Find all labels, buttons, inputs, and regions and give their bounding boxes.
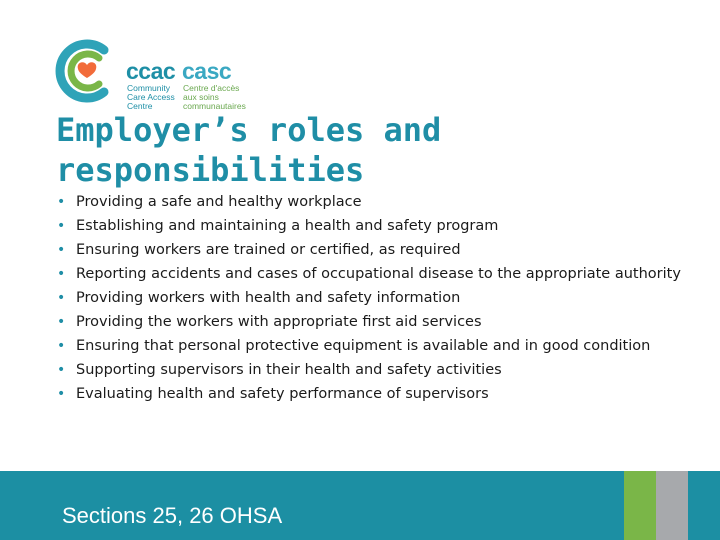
bullet-item (56, 264, 696, 284)
bullet-text: Providing workers with health and safety information (76, 290, 461, 306)
bullet-text: Providing the workers with appropriate first aid services (76, 314, 482, 330)
footer-accent-green (624, 471, 656, 540)
footer-bar (0, 471, 720, 540)
bullet-icon: • (57, 314, 66, 330)
bullet-text: Establishing and maintaining a health and safety program (76, 218, 499, 234)
bullet-icon: • (57, 218, 66, 234)
bullet-text: Ensuring that personal protective equipment is available and in good condition (76, 338, 651, 354)
bullet-item (56, 312, 696, 332)
bullet-text: Evaluating health and safety performance of supervisors (76, 386, 489, 402)
bullet-item (56, 336, 696, 356)
footer-citation: Sections 25, 26 OHSA (62, 503, 283, 528)
slide-title: Employer’s roles and responsibilities (56, 111, 442, 189)
bullet-item (56, 216, 696, 236)
bullet-text: Supporting supervisors in their health and safety activities (76, 362, 502, 378)
logo-french-name: casc (182, 58, 232, 84)
bullet-text: Providing a safe and healthy workplace (76, 194, 362, 210)
logo-english-description: Community Care Access Centre (127, 83, 175, 111)
bullet-text: Reporting accidents and cases of occupational disease to the appropriate authority (76, 266, 681, 282)
logo-french-description: Centre d'accès aux soins communautaires (183, 83, 246, 111)
bullet-icon: • (57, 194, 66, 210)
bullet-item (56, 360, 696, 380)
footer-accent-gray (656, 471, 688, 540)
bullet-icon: • (57, 266, 66, 282)
bullet-text: Ensuring workers are trained or certified, as required (76, 242, 461, 258)
bullet-item (56, 240, 696, 260)
ccac-logo-mark-icon (52, 36, 122, 106)
ccac-logo (52, 36, 252, 118)
logo-english-name: ccac (126, 58, 176, 84)
bullet-icon: • (57, 362, 66, 378)
bullet-icon: • (57, 290, 66, 306)
footer-accent-teal (688, 471, 720, 540)
bullet-item (56, 384, 696, 404)
bullet-icon: • (57, 386, 66, 402)
bullet-icon: • (57, 338, 66, 354)
bullet-item (56, 288, 696, 308)
bullet-list (56, 192, 696, 408)
bullet-icon: • (57, 242, 66, 258)
bullet-item (56, 192, 696, 212)
